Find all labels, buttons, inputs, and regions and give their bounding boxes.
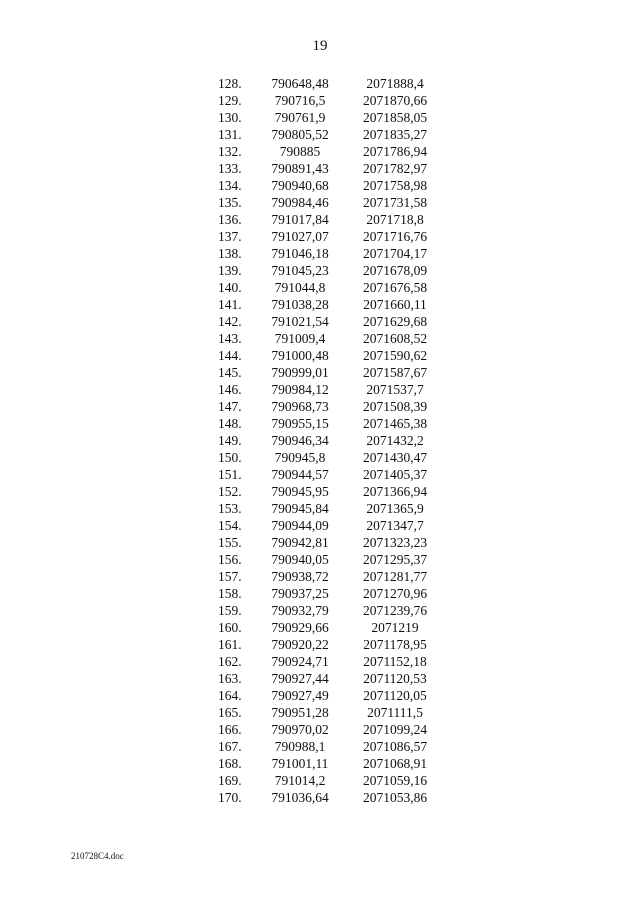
row-number: 161.	[218, 637, 242, 652]
x-coordinate: 791001,11	[271, 756, 329, 771]
table-row	[215, 636, 445, 653]
row-number: 131.	[218, 127, 242, 142]
y-coordinate: 2071120,53	[363, 671, 427, 686]
x-coordinate: 791009,4	[274, 331, 326, 346]
y-coordinate: 2071086,57	[362, 739, 428, 754]
x-coordinate: 790761,9	[274, 110, 326, 125]
y-coordinate: 2071053,86	[362, 790, 428, 805]
row-number: 156.	[218, 552, 242, 567]
x-coordinate: 790970,02	[271, 722, 329, 737]
table-row	[215, 415, 445, 432]
x-coordinate: 790932,79	[271, 603, 329, 618]
x-coordinate: 790885	[279, 144, 321, 159]
x-coordinate: 790942,81	[271, 535, 329, 550]
table-row	[215, 704, 445, 721]
row-number: 170.	[218, 790, 242, 805]
y-coordinate: 2071782,97	[362, 161, 428, 176]
table-row	[215, 449, 445, 466]
y-coordinate: 2071270,96	[362, 586, 428, 601]
page-number: 19	[312, 38, 328, 54]
row-number: 128.	[218, 76, 242, 91]
y-coordinate: 2071858,05	[362, 110, 428, 125]
row-number: 142.	[218, 314, 242, 329]
y-coordinate: 2071508,39	[362, 399, 428, 414]
row-number: 143.	[218, 331, 242, 346]
x-coordinate: 790945,95	[271, 484, 329, 499]
row-number: 151.	[218, 467, 242, 482]
table-row	[215, 585, 445, 602]
y-coordinate: 2071587,67	[362, 365, 428, 380]
x-coordinate: 790944,57	[271, 467, 329, 482]
row-number: 135.	[218, 195, 242, 210]
table-row	[215, 313, 445, 330]
row-number: 165.	[218, 705, 242, 720]
y-coordinate: 2071870,66	[362, 93, 428, 108]
table-row	[215, 738, 445, 755]
footer-filename: 210728C4.doc	[71, 851, 124, 861]
table-row	[215, 500, 445, 517]
y-coordinate: 2071152,18	[363, 654, 427, 669]
table-row	[215, 721, 445, 738]
table-row	[215, 211, 445, 228]
table-row	[215, 330, 445, 347]
x-coordinate: 790984,46	[271, 195, 329, 210]
row-number: 145.	[218, 365, 242, 380]
y-coordinate: 2071731,58	[362, 195, 428, 210]
y-coordinate: 2071888,4	[366, 76, 424, 91]
y-coordinate: 2071432,2	[366, 433, 424, 448]
row-number: 169.	[218, 773, 242, 788]
y-coordinate: 2071629,68	[362, 314, 428, 329]
x-coordinate: 791000,48	[271, 348, 329, 363]
y-coordinate: 2071219	[371, 620, 419, 635]
x-coordinate: 791021,54	[271, 314, 329, 329]
y-coordinate: 2071835,27	[362, 127, 428, 142]
x-coordinate: 791014,2	[274, 773, 326, 788]
table-row	[215, 687, 445, 704]
x-coordinate: 790999,01	[271, 365, 329, 380]
row-number: 140.	[218, 280, 242, 295]
row-number: 158.	[218, 586, 242, 601]
table-row	[215, 143, 445, 160]
y-coordinate: 2071704,17	[362, 246, 428, 261]
row-number: 148.	[218, 416, 242, 431]
y-coordinate: 2071590,62	[362, 348, 428, 363]
table-row	[215, 194, 445, 211]
x-coordinate: 790951,28	[271, 705, 329, 720]
x-coordinate: 791046,18	[271, 246, 329, 261]
row-number: 146.	[218, 382, 242, 397]
x-coordinate: 790955,15	[271, 416, 329, 431]
table-row	[215, 568, 445, 585]
row-number: 133.	[218, 161, 242, 176]
y-coordinate: 2071786,94	[362, 144, 428, 159]
table-row	[215, 653, 445, 670]
table-row	[215, 381, 445, 398]
table-row	[215, 755, 445, 772]
x-coordinate: 791038,28	[271, 297, 329, 312]
row-number: 157.	[218, 569, 242, 584]
y-coordinate: 2071068,91	[362, 756, 428, 771]
y-coordinate: 2071281,77	[362, 569, 428, 584]
x-coordinate: 790984,12	[271, 382, 329, 397]
table-row	[215, 483, 445, 500]
table-row	[215, 228, 445, 245]
y-coordinate: 2071295,37	[362, 552, 428, 567]
y-coordinate: 2071120,05	[363, 688, 427, 703]
y-coordinate: 2071716,76	[362, 229, 428, 244]
y-coordinate: 2071758,98	[362, 178, 428, 193]
table-row	[215, 534, 445, 551]
table-row	[215, 789, 445, 806]
table-row	[215, 347, 445, 364]
table-row	[215, 432, 445, 449]
x-coordinate: 790946,34	[271, 433, 329, 448]
coordinates-table	[215, 75, 445, 806]
row-number: 150.	[218, 450, 242, 465]
row-number: 129.	[218, 93, 242, 108]
table-row	[215, 364, 445, 381]
table-row	[215, 92, 445, 109]
row-number: 138.	[218, 246, 242, 261]
table-row	[215, 177, 445, 194]
table-row	[215, 160, 445, 177]
row-number: 164.	[218, 688, 242, 703]
x-coordinate: 790929,66	[271, 620, 329, 635]
x-coordinate: 790924,71	[271, 654, 329, 669]
x-coordinate: 790988,1	[274, 739, 326, 754]
y-coordinate: 2071608,52	[362, 331, 428, 346]
table-row	[215, 551, 445, 568]
row-number: 163.	[218, 671, 242, 686]
x-coordinate: 790940,68	[271, 178, 329, 193]
table-row	[215, 109, 445, 126]
row-number: 153.	[218, 501, 242, 516]
y-coordinate: 2071366,94	[362, 484, 428, 499]
x-coordinate: 790945,8	[274, 450, 326, 465]
row-number: 168.	[218, 756, 242, 771]
y-coordinate: 2071347,7	[366, 518, 424, 533]
row-number: 141.	[218, 297, 242, 312]
row-number: 167.	[218, 739, 242, 754]
table-row	[215, 772, 445, 789]
y-coordinate: 2071660,11	[363, 297, 427, 312]
x-coordinate: 790648,48	[271, 76, 329, 91]
table-row	[215, 245, 445, 262]
table-row	[215, 517, 445, 534]
row-number: 159.	[218, 603, 242, 618]
y-coordinate: 2071405,37	[362, 467, 428, 482]
y-coordinate: 2071365,9	[366, 501, 424, 516]
table-row	[215, 670, 445, 687]
x-coordinate: 791017,84	[271, 212, 329, 227]
y-coordinate: 2071111,5	[367, 705, 423, 720]
x-coordinate: 790940,05	[271, 552, 329, 567]
x-coordinate: 790945,84	[271, 501, 329, 516]
y-coordinate: 2071678,09	[362, 263, 428, 278]
x-coordinate: 791044,8	[274, 280, 326, 295]
row-number: 154.	[218, 518, 242, 533]
table-row	[215, 279, 445, 296]
x-coordinate: 790968,73	[271, 399, 329, 414]
x-coordinate: 790927,49	[271, 688, 329, 703]
x-coordinate: 790938,72	[271, 569, 329, 584]
x-coordinate: 790944,09	[271, 518, 329, 533]
y-coordinate: 2071239,76	[362, 603, 428, 618]
row-number: 139.	[218, 263, 242, 278]
row-number: 134.	[218, 178, 242, 193]
table-row	[215, 398, 445, 415]
y-coordinate: 2071676,58	[362, 280, 428, 295]
x-coordinate: 790927,44	[271, 671, 329, 686]
x-coordinate: 790716,5	[274, 93, 326, 108]
row-number: 137.	[218, 229, 242, 244]
table-row	[215, 466, 445, 483]
row-number: 132.	[218, 144, 242, 159]
x-coordinate: 790937,25	[271, 586, 329, 601]
y-coordinate: 2071323,23	[362, 535, 428, 550]
x-coordinate: 790891,43	[271, 161, 329, 176]
row-number: 152.	[218, 484, 242, 499]
row-number: 136.	[218, 212, 242, 227]
y-coordinate: 2071099,24	[362, 722, 428, 737]
x-coordinate: 790920,22	[271, 637, 329, 652]
y-coordinate: 2071178,95	[363, 637, 427, 652]
row-number: 147.	[218, 399, 242, 414]
row-number: 130.	[218, 110, 242, 125]
x-coordinate: 791027,07	[271, 229, 329, 244]
x-coordinate: 790805,52	[271, 127, 329, 142]
table-row	[215, 602, 445, 619]
y-coordinate: 2071430,47	[362, 450, 428, 465]
y-coordinate: 2071718,8	[366, 212, 424, 227]
table-row	[215, 262, 445, 279]
x-coordinate: 791045,23	[271, 263, 329, 278]
table-row	[215, 75, 445, 92]
row-number: 144.	[218, 348, 242, 363]
table-row	[215, 296, 445, 313]
x-coordinate: 791036,64	[271, 790, 329, 805]
y-coordinate: 2071537,7	[366, 382, 424, 397]
row-number: 162.	[218, 654, 242, 669]
y-coordinate: 2071059,16	[362, 773, 428, 788]
table-row	[215, 619, 445, 636]
y-coordinate: 2071465,38	[362, 416, 428, 431]
row-number: 149.	[218, 433, 242, 448]
table-row	[215, 126, 445, 143]
row-number: 166.	[218, 722, 242, 737]
row-number: 155.	[218, 535, 242, 550]
row-number: 160.	[218, 620, 242, 635]
